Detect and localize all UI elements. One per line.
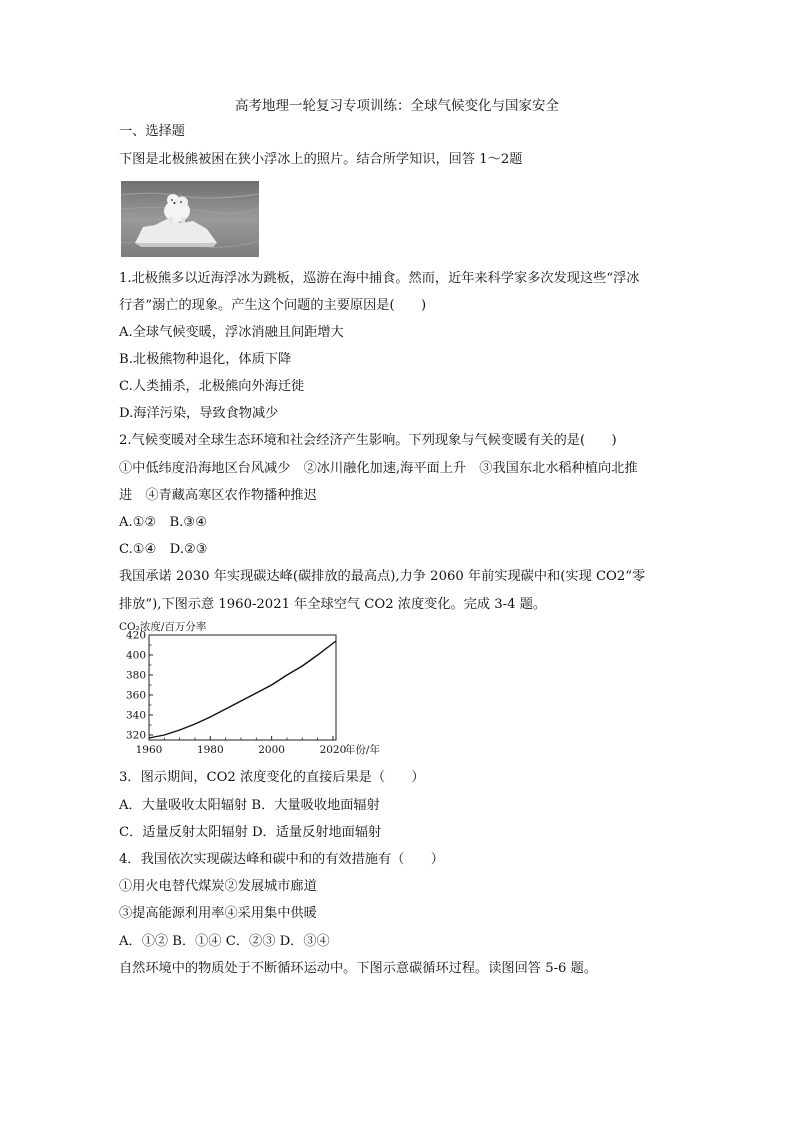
q1-option-c: C.人类捕杀，北极熊向外海迁徙 xyxy=(119,379,305,394)
section-heading: 一、选择题 xyxy=(119,124,185,139)
q1-stem-line1: 1.北极熊多以近海浮冰为跳板，巡游在海中捕食。然而，近年来科学家多次发现这些“浮冰 xyxy=(119,271,640,286)
q2-stem: 2.气候变暖对全球生态环境和社会经济产生影响。下列现象与气候变暖有关的是( ) xyxy=(119,433,617,448)
co2-series-line xyxy=(149,641,336,738)
intro-polar-bear: 下图是北极熊被困在狭小浮冰上的照片。结合所学知识，回答 1～2题 xyxy=(119,152,523,167)
polar-bear-photo xyxy=(121,181,259,257)
y-tick-label: 320 xyxy=(125,729,146,742)
q1-option-b: B.北极熊物种退化，体质下降 xyxy=(119,352,292,367)
q4-options: A．①② B．①④ C．②③ D．③④ xyxy=(119,934,330,949)
q2-options-line1: A.①② B.③④ xyxy=(119,515,208,530)
intro-carbon-cycle: 自然环境中的物质处于不断循环运动中。下图示意碳循环过程。读图回答 5-6 题。 xyxy=(119,961,597,976)
q3-options-line1: A．大量吸收太阳辐射 B．大量吸收地面辐射 xyxy=(119,798,380,813)
x-axis-label: 年份/年 xyxy=(344,744,380,756)
co2-chart xyxy=(119,619,389,761)
y-tick-label: 340 xyxy=(125,709,146,722)
plot-frame xyxy=(149,635,336,740)
q1-option-a: A.全球气候变暖，浮冰消融且间距增大 xyxy=(119,325,344,340)
q1-stem-line2: 行者”溺亡的现象。产生这个问题的主要原因是( ) xyxy=(119,298,427,313)
x-tick-label: 2000 xyxy=(258,744,285,756)
x-tick-label: 1960 xyxy=(135,744,163,756)
q4-items-line2: ③提高能源利用率④采用集中供暖 xyxy=(119,906,317,921)
q2-items-line2: 进 ④青藏高寒区农作物播种推迟 xyxy=(119,488,317,503)
y-tick-label: 380 xyxy=(125,669,146,682)
intro-carbon-line2: 排放”),下图示意 1960-2021 年全球空气 CO2 浓度变化。完成 3-4 题。 xyxy=(119,597,547,612)
x-tick-label: 1980 xyxy=(196,744,224,756)
q4-stem: 4．我国依次实现碳达峰和碳中和的有效措施有（ ） xyxy=(119,852,444,867)
q4-items-line1: ①用火电替代煤炭②发展城市廊道 xyxy=(119,879,317,894)
y-tick-label: 360 xyxy=(125,689,146,702)
q2-items-line1: ①中低纬度沿海地区台风减少 ②冰川融化加速,海平面上升 ③我国东北水稻种植向北推 xyxy=(119,461,638,476)
q1-option-d: D.海洋污染，导致食物减少 xyxy=(119,406,279,421)
intro-carbon-line1: 我国承诺 2030 年实现碳达峰(碳排放的最高点),力争 2060 年前实现碳中和(实现 CO2“零 xyxy=(119,569,646,584)
y-tick-label: 420 xyxy=(125,629,146,642)
page-title: 高考地理一轮复习专项训练：全球气候变化与国家安全 xyxy=(235,98,559,114)
q3-stem: 3．图示期间，CO2 浓度变化的直接后果是（ ） xyxy=(119,770,425,785)
y-tick-label: 400 xyxy=(125,649,146,662)
x-tick-label: 2020 xyxy=(319,744,347,756)
co2-chart-svg xyxy=(119,619,389,761)
chart-y-label: CO₂浓度/百万分率 xyxy=(119,621,207,633)
q2-options-line2: C.①④ D.②③ xyxy=(119,542,208,557)
q3-options-line2: C．适量反射太阳辐射 D．适量反射地面辐射 xyxy=(119,825,382,840)
